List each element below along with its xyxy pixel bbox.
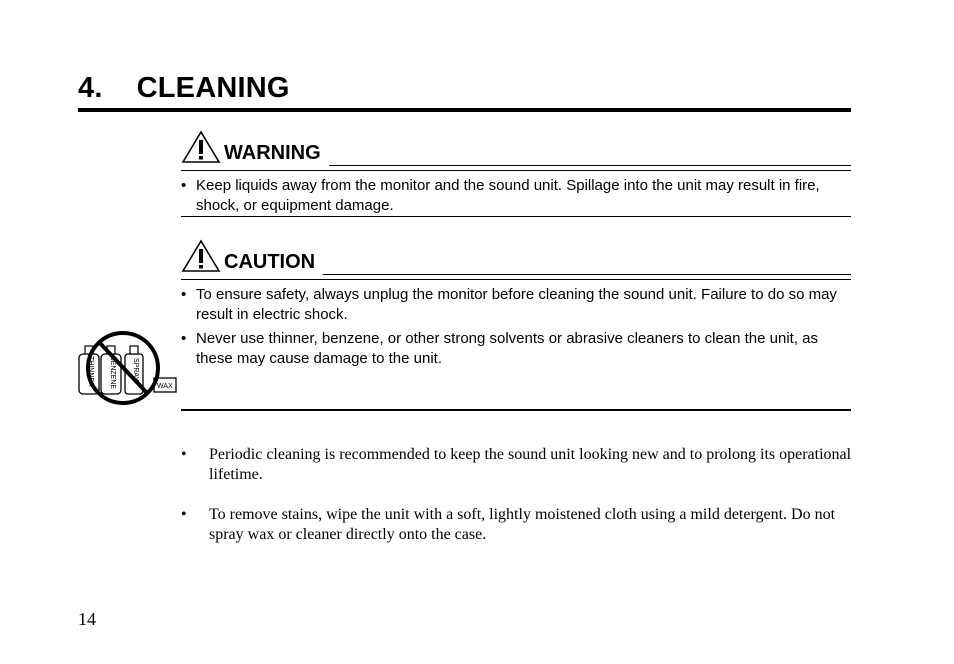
title-rule bbox=[78, 108, 851, 112]
caution-end-rule bbox=[181, 409, 851, 411]
body-item-2 bbox=[181, 505, 871, 545]
caution-rule-bottom bbox=[181, 279, 851, 280]
body-item-1 bbox=[181, 445, 871, 485]
caution-item-1 bbox=[181, 285, 856, 325]
caution-item-text: Never use thinner, benzene, or other strong solvents or abrasive cleaners to clean the unit, as these may cause damage to the unit. bbox=[196, 330, 819, 367]
caution-item-2 bbox=[181, 329, 856, 369]
wax-label: WAX bbox=[157, 383, 173, 390]
page-number: 14 bbox=[78, 609, 96, 629]
thinner-label: THINNER bbox=[87, 356, 94, 388]
bullet: • bbox=[181, 506, 187, 523]
bullet: • bbox=[181, 446, 187, 463]
bullet: • bbox=[181, 286, 187, 303]
no-solvents-illustration bbox=[76, 330, 178, 408]
bullet: • bbox=[181, 177, 187, 194]
warning-triangle-icon bbox=[181, 130, 221, 164]
warning-item-text: Keep liquids away from the monitor and the sound unit. Spillage into the unit may result in fire, shock, or equipment damage. bbox=[196, 177, 820, 214]
caution-rule-top bbox=[323, 274, 851, 275]
warning-label: WARNING bbox=[224, 142, 321, 164]
bullet: • bbox=[181, 330, 187, 347]
warning-item bbox=[181, 176, 856, 216]
body-item-text: To remove stains, wipe the unit with a soft, lightly moistened cloth using a mild detergent. Do not spray wax or cleaner directly onto the case. bbox=[209, 506, 836, 543]
caution-triangle-icon bbox=[181, 239, 221, 273]
warning-end-rule bbox=[181, 216, 851, 217]
warning-rule-bottom bbox=[181, 170, 851, 171]
section-number: 4. bbox=[78, 72, 103, 104]
body-item-text: Periodic cleaning is recommended to keep the sound unit looking new and to prolong its operational lifetime. bbox=[209, 446, 852, 483]
benzene-label: BENZENE bbox=[109, 356, 116, 390]
section-title-text: CLEANING bbox=[136, 72, 290, 104]
caution-item-text: To ensure safety, always unplug the monitor before cleaning the sound unit. Failure to do so may result in electric shock. bbox=[196, 286, 837, 323]
caution-label: CAUTION bbox=[224, 251, 316, 273]
section-title bbox=[78, 72, 290, 105]
spray-label: SPRAY bbox=[132, 358, 139, 382]
warning-rule-top bbox=[329, 165, 851, 166]
